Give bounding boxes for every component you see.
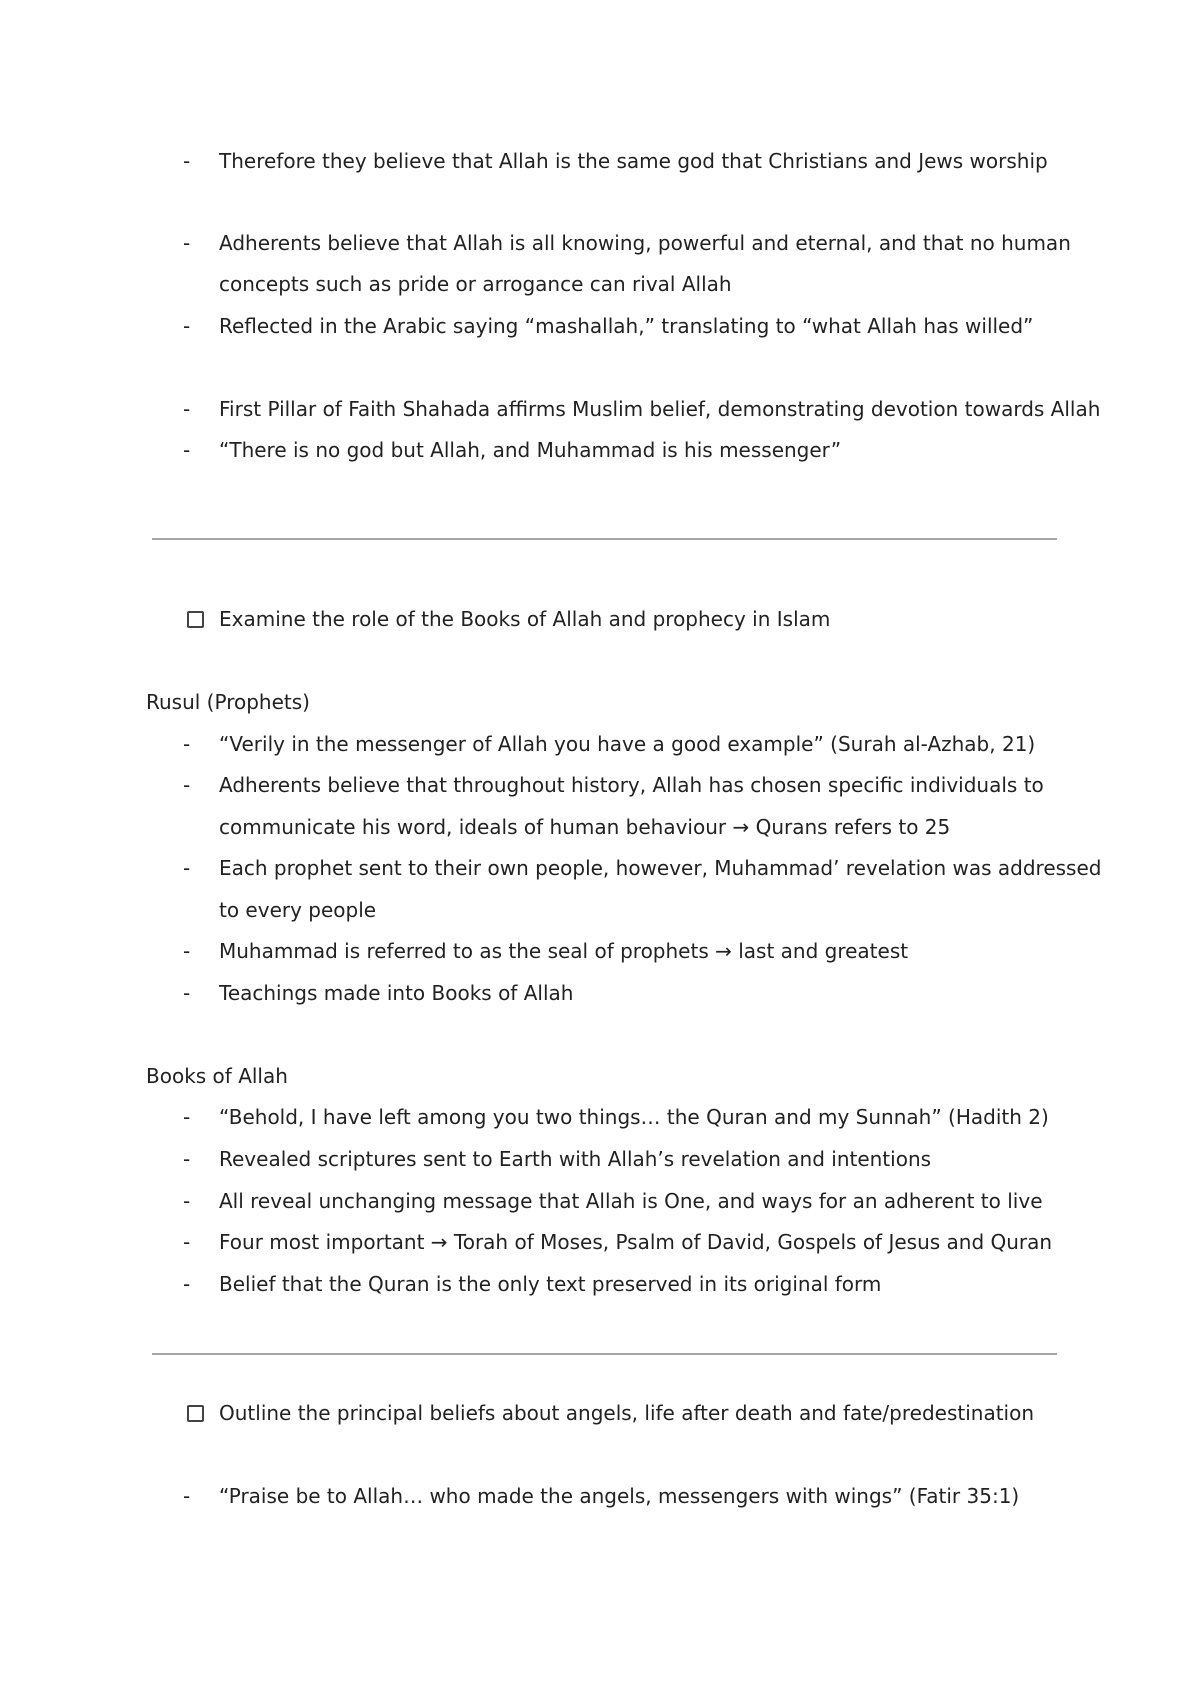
task-checkbox[interactable] bbox=[187, 611, 204, 628]
bullet-dash: - bbox=[183, 1105, 191, 1129]
section-heading: Rusul (Prophets) bbox=[146, 690, 310, 714]
bullet-dash: - bbox=[183, 981, 191, 1005]
bullet-text: “Verily in the messenger of Allah you have a good example” (Surah al-Azhab, 21) bbox=[219, 732, 1036, 756]
bullet-text: Adherents believe that Allah is all knowing, powerful and eternal, and that no human bbox=[219, 231, 1071, 255]
bullet-text: Reflected in the Arabic saying “mashallah,” translating to “what Allah has willed” bbox=[219, 314, 1034, 338]
bullet-text: Four most important → Torah of Moses, Psalm of David, Gospels of Jesus and Quran bbox=[219, 1230, 1053, 1254]
bullet-text-continuation: communicate his word, ideals of human behaviour → Qurans refers to 25 bbox=[219, 815, 951, 839]
task-label: Outline the principal beliefs about angels, life after death and fate/predestination bbox=[219, 1401, 1035, 1425]
bullet-dash: - bbox=[183, 149, 191, 173]
bullet-text: Belief that the Quran is the only text preserved in its original form bbox=[219, 1272, 882, 1296]
bullet-text: Muhammad is referred to as the seal of prophets → last and greatest bbox=[219, 939, 909, 963]
bullet-text: Adherents believe that throughout history, Allah has chosen specific individuals to bbox=[219, 773, 1044, 797]
bullet-dash: - bbox=[183, 1484, 191, 1508]
bullet-text-continuation: concepts such as pride or arrogance can rival Allah bbox=[219, 272, 732, 296]
bullet-text: First Pillar of Faith Shahada affirms Muslim belief, demonstrating devotion towards Allah bbox=[219, 397, 1101, 421]
bullet-dash: - bbox=[183, 773, 191, 797]
bullet-text-continuation: to every people bbox=[219, 898, 377, 922]
bullet-dash: - bbox=[183, 314, 191, 338]
task-label: Examine the role of the Books of Allah and prophecy in Islam bbox=[219, 607, 831, 631]
bullet-text: Therefore they believe that Allah is the same god that Christians and Jews worship bbox=[219, 149, 1048, 173]
bullet-dash: - bbox=[183, 1189, 191, 1213]
bullet-dash: - bbox=[183, 1147, 191, 1171]
bullet-dash: - bbox=[183, 939, 191, 963]
horizontal-divider bbox=[152, 1353, 1057, 1355]
bullet-text: Each prophet sent to their own people, however, Muhammad’ revelation was addressed bbox=[219, 856, 1102, 880]
horizontal-divider bbox=[152, 538, 1057, 540]
section-heading: Books of Allah bbox=[146, 1064, 288, 1088]
bullet-dash: - bbox=[183, 231, 191, 255]
bullet-text: “Praise be to Allah… who made the angels, messengers with wings” (Fatir 35:1) bbox=[219, 1484, 1020, 1508]
bullet-text: “There is no god but Allah, and Muhammad is his messenger” bbox=[219, 438, 842, 462]
bullet-dash: - bbox=[183, 438, 191, 462]
bullet-dash: - bbox=[183, 856, 191, 880]
bullet-text: Revealed scriptures sent to Earth with Allah’s revelation and intentions bbox=[219, 1147, 932, 1171]
bullet-text: Teachings made into Books of Allah bbox=[219, 981, 574, 1005]
bullet-dash: - bbox=[183, 1230, 191, 1254]
bullet-dash: - bbox=[183, 1272, 191, 1296]
task-checkbox[interactable] bbox=[187, 1405, 204, 1422]
bullet-text: All reveal unchanging message that Allah is One, and ways for an adherent to live bbox=[219, 1189, 1043, 1213]
bullet-text: “Behold, I have left among you two things… the Quran and my Sunnah” (Hadith 2) bbox=[219, 1105, 1049, 1129]
bullet-dash: - bbox=[183, 397, 191, 421]
bullet-dash: - bbox=[183, 732, 191, 756]
